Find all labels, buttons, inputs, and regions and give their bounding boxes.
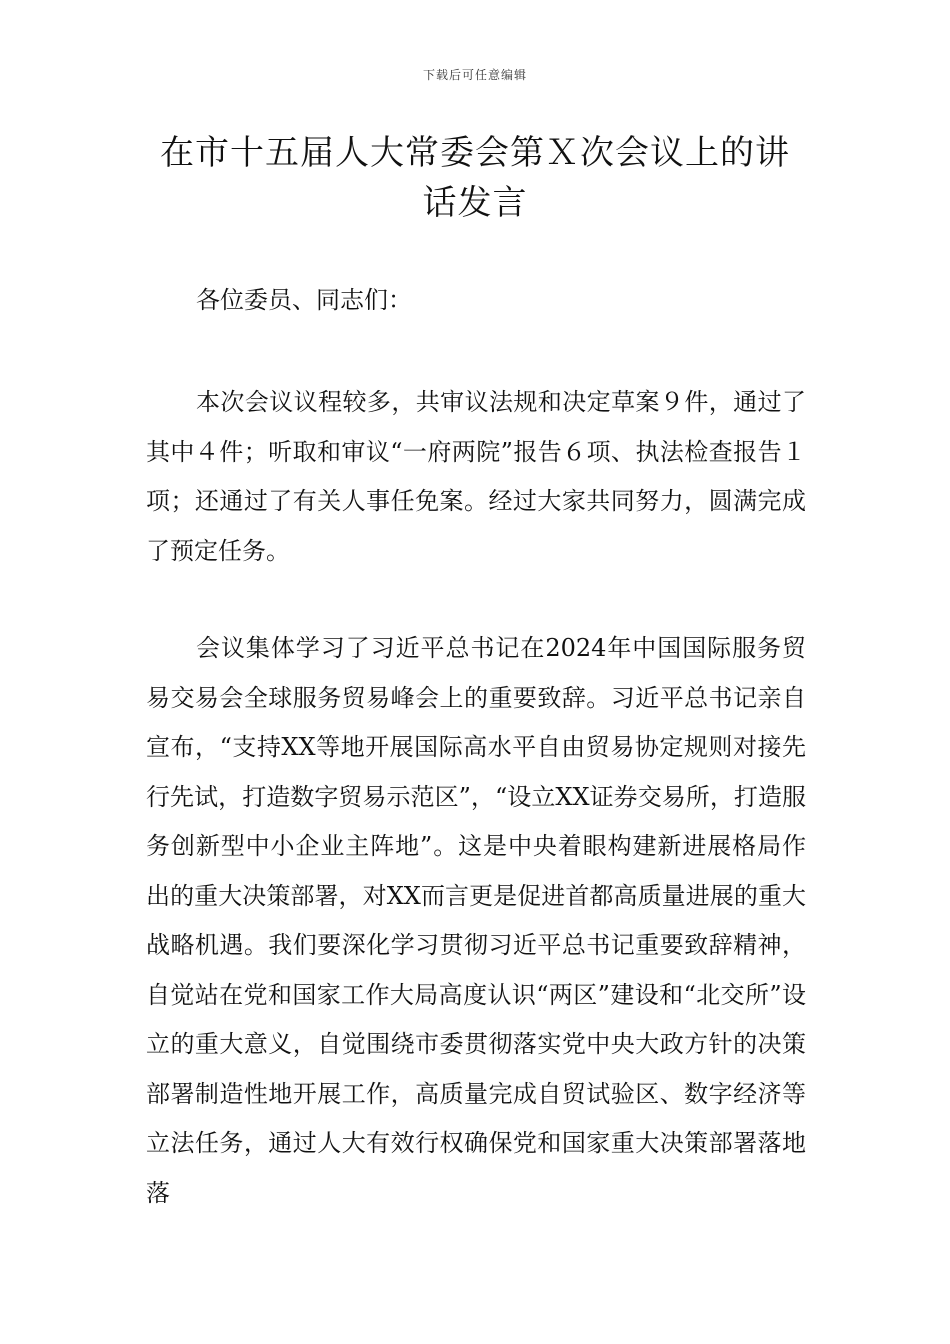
document-title: 在市十五届人大常委会第Ｘ次会议上的讲话发言 [160, 133, 790, 223]
salutation: 各位委员、同志们： [196, 286, 412, 314]
paragraph-1: 本次会议议程较多，共审议法规和决定草案９件，通过了其中４件；听取和审议“一府两院”报告６项、执法检查报告１项；还通过了有关人事任免案。经过大家共同努力，圆满完成了预定任务。 [146, 388, 806, 565]
header-note: 下载后可任意编辑 [422, 68, 527, 82]
paragraph-2: 会议集体学习了习近平总书记在2024年中国国际服务贸易交易会全球服务贸易峰会上的重要致辞。习近平总书记亲自宣布，“支持XX等地开展国际高水平自由贸易协定规则对接先行先试，打造数字贸易示范区”，“设立XX证券交易所，打造服务创新型中小企业主阵地”。这是中央着眼构建新进展格局作出的重大决策部署，对XX而言更是促进首都高质量进展的重大战略机遇。我们要深化学习贯彻习近平总书记重要致辞精神，自觉站在党和国家工作大局高度认识“两区”建设和“北交所”设立的重大意义，自觉围绕市委贯彻落实党中央大政方针的决策部署制造性地开展工作，高质量完成自贸试验区、数字经济等立法任务，通过人大有效行权确保党和国家重大决策部署落地落 [146, 634, 806, 1207]
